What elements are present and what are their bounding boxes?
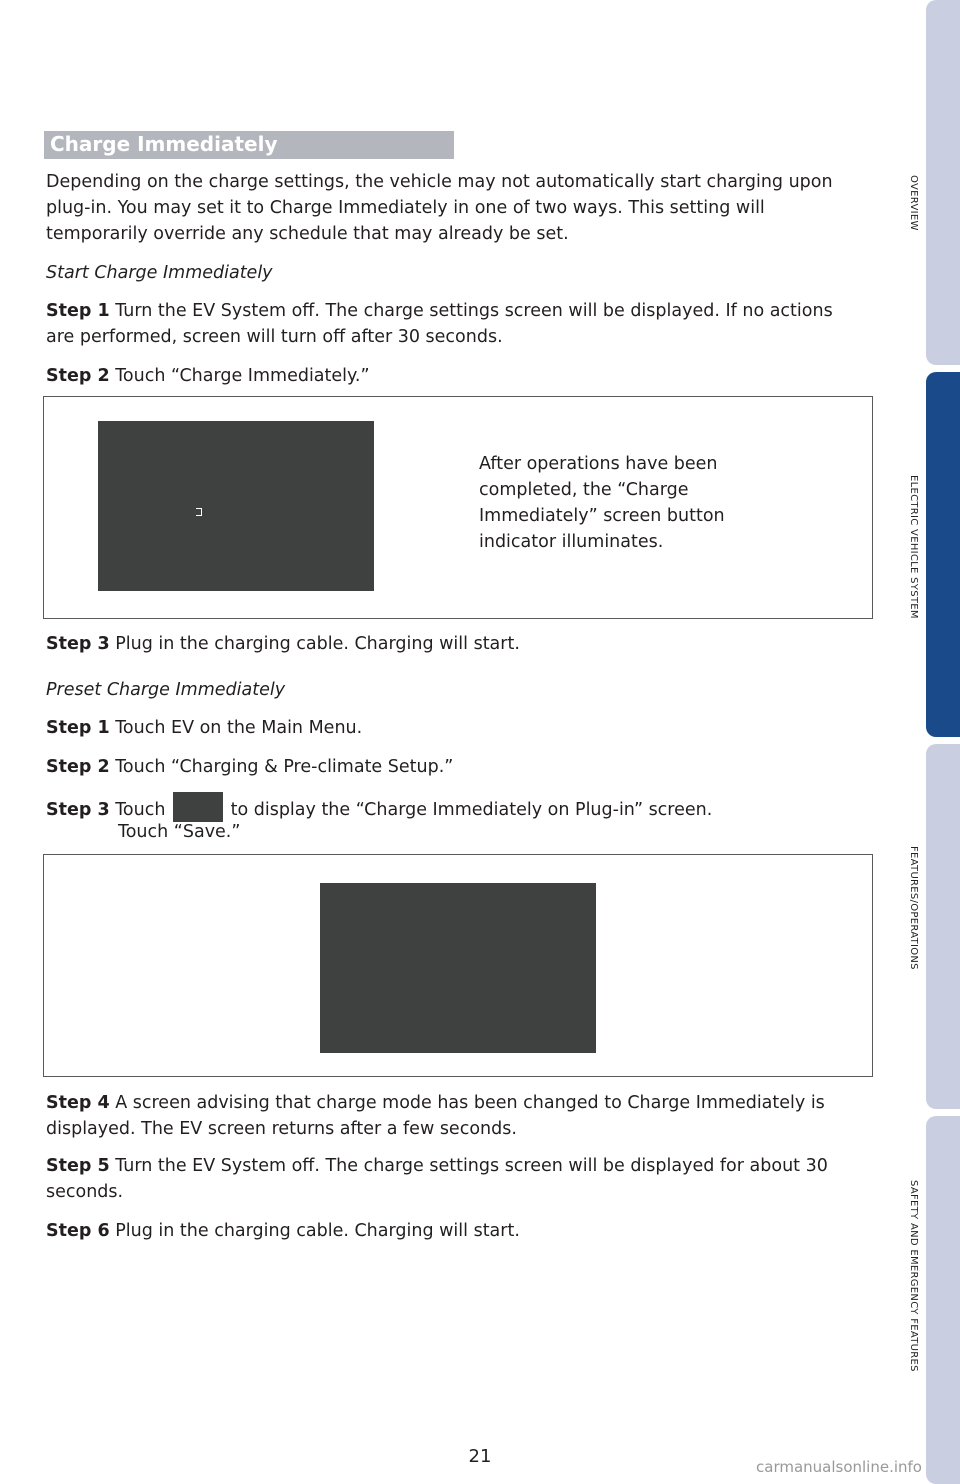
step-label: Step 5 (46, 1156, 110, 1176)
step-text: A screen advising that charge mode has been changed to Charge Immediately is displayed. The EV screen returns after a few seconds. (46, 1093, 825, 1139)
preset-step-2 (46, 754, 453, 780)
tab-electric-vehicle-system[interactable] (926, 372, 960, 737)
watermark: carmanualsonline.info (756, 1458, 922, 1476)
tab-label-safety-emergency: SAFETY AND EMERGENCY FEATURES (908, 1180, 919, 1372)
section-tabs (926, 0, 960, 1484)
step-text: Turn the EV System off. The charge settings screen will be displayed. If no actions are performed, screen will turn off after 30 seconds. (46, 301, 833, 347)
step-label: Step 2 (46, 757, 110, 777)
screen-image-charge-settings (98, 421, 374, 591)
tab-features-operations[interactable] (926, 744, 960, 1109)
section-title: Charge Immediately (50, 132, 278, 156)
start-step-3 (46, 631, 520, 657)
step-label: Step 3 (46, 800, 110, 820)
step-label: Step 1 (46, 301, 110, 321)
step-text: Touch “Charging & Pre-climate Setup.” (115, 757, 454, 777)
preset-step-3-line2: Touch “Save.” (118, 822, 241, 842)
page-number: 21 (468, 1446, 492, 1467)
tab-label-features-operations: FEATURES/OPERATIONS (908, 846, 919, 970)
tab-safety-emergency[interactable] (926, 1116, 960, 1484)
setup-button-icon (173, 792, 223, 822)
preset-step-6 (46, 1218, 520, 1244)
tab-label-electric-vehicle-system: ELECTRIC VEHICLE SYSTEM (908, 475, 919, 619)
step-text: Touch EV on the Main Menu. (115, 718, 363, 738)
step-text: Plug in the charging cable. Charging will start. (115, 634, 520, 654)
step-text: Touch “Charge Immediately.” (115, 366, 370, 386)
step-label: Step 1 (46, 718, 110, 738)
start-step-1 (46, 298, 866, 350)
preset-heading: Preset Charge Immediately (46, 680, 286, 700)
step-text: Turn the EV System off. The charge settings screen will be displayed for about 30 seconds. (46, 1156, 828, 1202)
indicator-icon (196, 508, 202, 516)
step-text: Touch (115, 800, 166, 820)
step-label: Step 2 (46, 366, 110, 386)
figure-note: After operations have been completed, the “Charge Immediately” screen button indicator illuminates. (479, 454, 725, 552)
step-text: to display the “Charge Immediately on Plug-in” screen. (230, 800, 713, 820)
step-label: Step 6 (46, 1221, 110, 1241)
step-label: Step 3 (46, 634, 110, 654)
start-heading: Start Charge Immediately (46, 263, 273, 283)
intro-paragraph: Depending on the charge settings, the vehicle may not automatically start charging upon plug-in. You may set it to Charge Immediately in one of two ways. This setting will temporarily override any schedule that may already be set. (46, 172, 833, 244)
screen-image-charge-on-plug-in (320, 883, 596, 1053)
tab-overview[interactable] (926, 0, 960, 365)
step-text: Plug in the charging cable. Charging will start. (115, 1221, 520, 1241)
step-label: Step 4 (46, 1093, 110, 1113)
start-step-2 (46, 363, 370, 389)
preset-step-4 (46, 1090, 846, 1142)
preset-step-5 (46, 1153, 846, 1205)
tab-label-overview: OVERVIEW (908, 175, 919, 231)
preset-step-1 (46, 715, 362, 741)
